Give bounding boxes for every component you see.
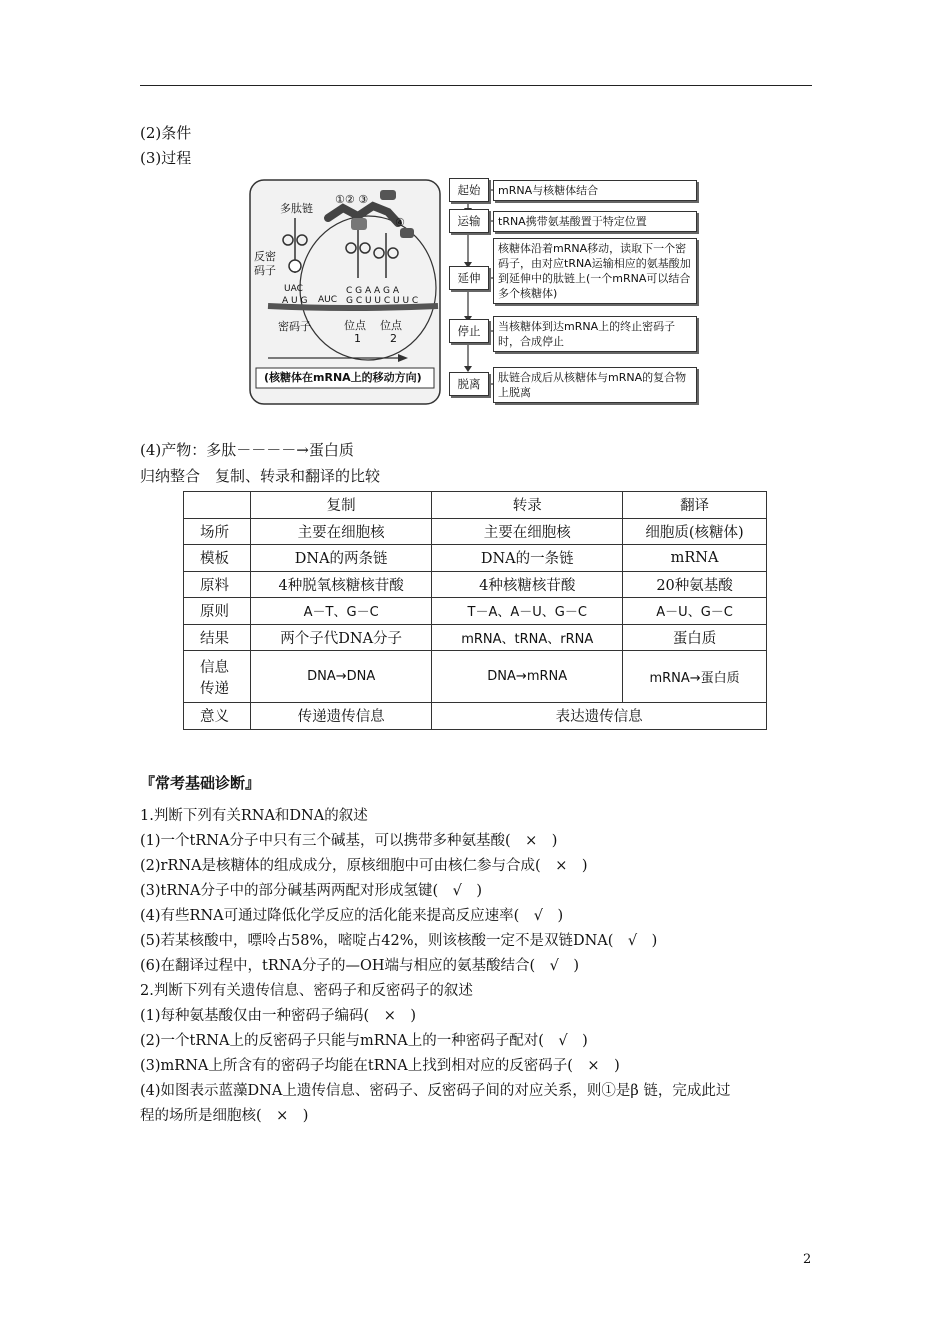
marker-4-label: ④ bbox=[395, 216, 405, 229]
table-cell: A－U、G－C bbox=[623, 598, 767, 625]
table-cell: 4种核糖核苷酸 bbox=[432, 571, 623, 598]
table-cell: DNA→mRNA bbox=[432, 651, 623, 703]
stage-initiation: 起始 bbox=[449, 178, 489, 202]
summary-heading: 归纳整合 复制、转录和翻译的比较 bbox=[140, 467, 381, 485]
question-2-item: (3)mRNA上所含有的密码子均能在tRNA上找到相对应的反密码子( × ) bbox=[140, 1058, 620, 1074]
table-row bbox=[184, 545, 767, 572]
table-cell: 表达遗传信息 bbox=[432, 703, 767, 730]
question-1-item: (3)tRNA分子中的部分碱基两两配对形成氢键( √ ) bbox=[140, 883, 482, 899]
table-row bbox=[184, 518, 767, 545]
table-header-cell bbox=[184, 492, 251, 519]
section-title: 『常考基础诊断』 bbox=[140, 774, 261, 792]
table-header-row bbox=[184, 492, 767, 519]
stage-release: 脱离 bbox=[449, 372, 489, 396]
info-row-head-2: 传递 bbox=[200, 680, 229, 697]
question-1-title: 1.判断下列有关RNA和DNA的叙述 bbox=[140, 808, 368, 824]
table-cell: 结果 bbox=[184, 624, 251, 651]
table-row bbox=[184, 571, 767, 598]
question-1-item: (2)rRNA是核糖体的组成成分，原核细胞中可由核仁参与合成( × ) bbox=[140, 858, 588, 874]
stage-release-desc: 肽链合成后从核糖体与mRNA的复合物上脱离 bbox=[493, 367, 697, 403]
polypeptide-label: 多肽链 bbox=[280, 202, 313, 215]
table-cell: 20种氨基酸 bbox=[623, 571, 767, 598]
table-cell: mRNA→蛋白质 bbox=[623, 651, 767, 703]
stage-elongation: 延伸 bbox=[449, 266, 489, 290]
table-cell: DNA的一条链 bbox=[432, 545, 623, 572]
question-1-item: (6)在翻译过程中，tRNA分子的—OH端与相应的氨基酸结合( √ ) bbox=[140, 958, 580, 974]
site-markers-label: ①② ③ bbox=[335, 193, 369, 206]
table-cell: 传递遗传信息 bbox=[251, 703, 432, 730]
codon-label: 密码子 bbox=[278, 320, 311, 333]
info-row-head-1: 信息 bbox=[200, 659, 229, 676]
table-cell: 意义 bbox=[184, 703, 251, 730]
table-row bbox=[184, 598, 767, 625]
conditions-heading: (2)条件 bbox=[140, 124, 192, 142]
anticodon-label-2: 码子 bbox=[254, 264, 276, 277]
page-number: 2 bbox=[803, 1252, 812, 1267]
question-2-title: 2.判断下列有关遗传信息、密码子和反密码子的叙述 bbox=[140, 983, 473, 999]
question-1-item: (5)若某核酸中，嘌呤占58%，嘧啶占42%，则该核酸一定不是双链DNA( √ ) bbox=[140, 933, 658, 949]
table-header-cell: 复制 bbox=[251, 492, 432, 519]
stage-termination: 停止 bbox=[449, 319, 489, 343]
process-heading: (3)过程 bbox=[140, 149, 192, 167]
question-2-item: (1)每种氨基酸仅由一种密码子编码( × ) bbox=[140, 1008, 417, 1024]
figure-caption: (核糖体在mRNA上的移动方向) bbox=[264, 371, 422, 384]
question-1-item: (1)一个tRNA分子中只有三个碱基，可以携带多种氨基酸( × ) bbox=[140, 833, 558, 849]
table-cell: 原料 bbox=[184, 571, 251, 598]
table-header-cell: 转录 bbox=[432, 492, 623, 519]
site-1-label: 位点 bbox=[344, 319, 366, 332]
table-cell bbox=[184, 651, 251, 703]
stage-transport-desc: tRNA携带氨基酸置于特定位置 bbox=[493, 211, 697, 232]
table-cell: A－T、G－C bbox=[251, 598, 432, 625]
question-2-item: 程的场所是细胞核( × ) bbox=[140, 1108, 309, 1124]
question-2-item: (2)一个tRNA上的反密码子只能与mRNA上的一种密码子配对( √ ) bbox=[140, 1033, 588, 1049]
table-row bbox=[184, 624, 767, 651]
table-cell: 细胞质(核糖体) bbox=[623, 518, 767, 545]
table-cell: mRNA、tRNA、rRNA bbox=[432, 624, 623, 651]
translation-figure bbox=[248, 178, 702, 408]
codon-seq-label: C G A A G A bbox=[346, 286, 400, 296]
table-cell: T－A、A－U、G－C bbox=[432, 598, 623, 625]
question-2-item: (4)如图表示蓝藻DNA上遗传信息、密码子、反密码子间的对应关系，则①是β 链，完成此过 bbox=[140, 1083, 731, 1099]
table-cell: DNA→DNA bbox=[251, 651, 432, 703]
table-cell: 蛋白质 bbox=[623, 624, 767, 651]
site-1-number: 1 bbox=[354, 332, 361, 345]
cuu-seq-label: G C U U C U U C bbox=[346, 296, 419, 306]
table-header-cell: 翻译 bbox=[623, 492, 767, 519]
table-cell: 两个子代DNA分子 bbox=[251, 624, 432, 651]
question-1-item: (4)有些RNA可通过降低化学反应的活化能来提高反应速率( √ ) bbox=[140, 908, 564, 924]
stage-initiation-desc: mRNA与核糖体结合 bbox=[493, 180, 697, 201]
table-row bbox=[184, 703, 767, 730]
table-cell: mRNA bbox=[623, 545, 767, 572]
stage-transport: 运输 bbox=[449, 209, 489, 233]
product-line: (4)产物：多肽－－－－→蛋白质 bbox=[140, 441, 354, 459]
table-cell: DNA的两条链 bbox=[251, 545, 432, 572]
table-cell: 原则 bbox=[184, 598, 251, 625]
comparison-table bbox=[183, 491, 767, 730]
site-2-label: 位点 bbox=[380, 319, 402, 332]
site-2-number: 2 bbox=[390, 332, 397, 345]
uac-label: UAC bbox=[284, 284, 303, 294]
header-rule bbox=[140, 85, 812, 86]
table-cell: 模板 bbox=[184, 545, 251, 572]
anticodon-label-1: 反密 bbox=[254, 250, 276, 263]
table-cell: 主要在细胞核 bbox=[251, 518, 432, 545]
table-cell: 场所 bbox=[184, 518, 251, 545]
stage-elongation-desc: 核糖体沿着mRNA移动，读取下一个密码子，由对应tRNA运输相应的氨基酸加到延伸中的肽链上(一个mRNA可以结合多个核糖体) bbox=[493, 238, 697, 304]
table-row bbox=[184, 651, 767, 703]
aug-label: A U G bbox=[282, 296, 308, 306]
auc-label: AUC bbox=[318, 295, 338, 305]
table-cell: 主要在细胞核 bbox=[432, 518, 623, 545]
table-cell: 4种脱氧核糖核苷酸 bbox=[251, 571, 432, 598]
stage-termination-desc: 当核糖体到达mRNA上的终止密码子时，合成停止 bbox=[493, 316, 697, 352]
